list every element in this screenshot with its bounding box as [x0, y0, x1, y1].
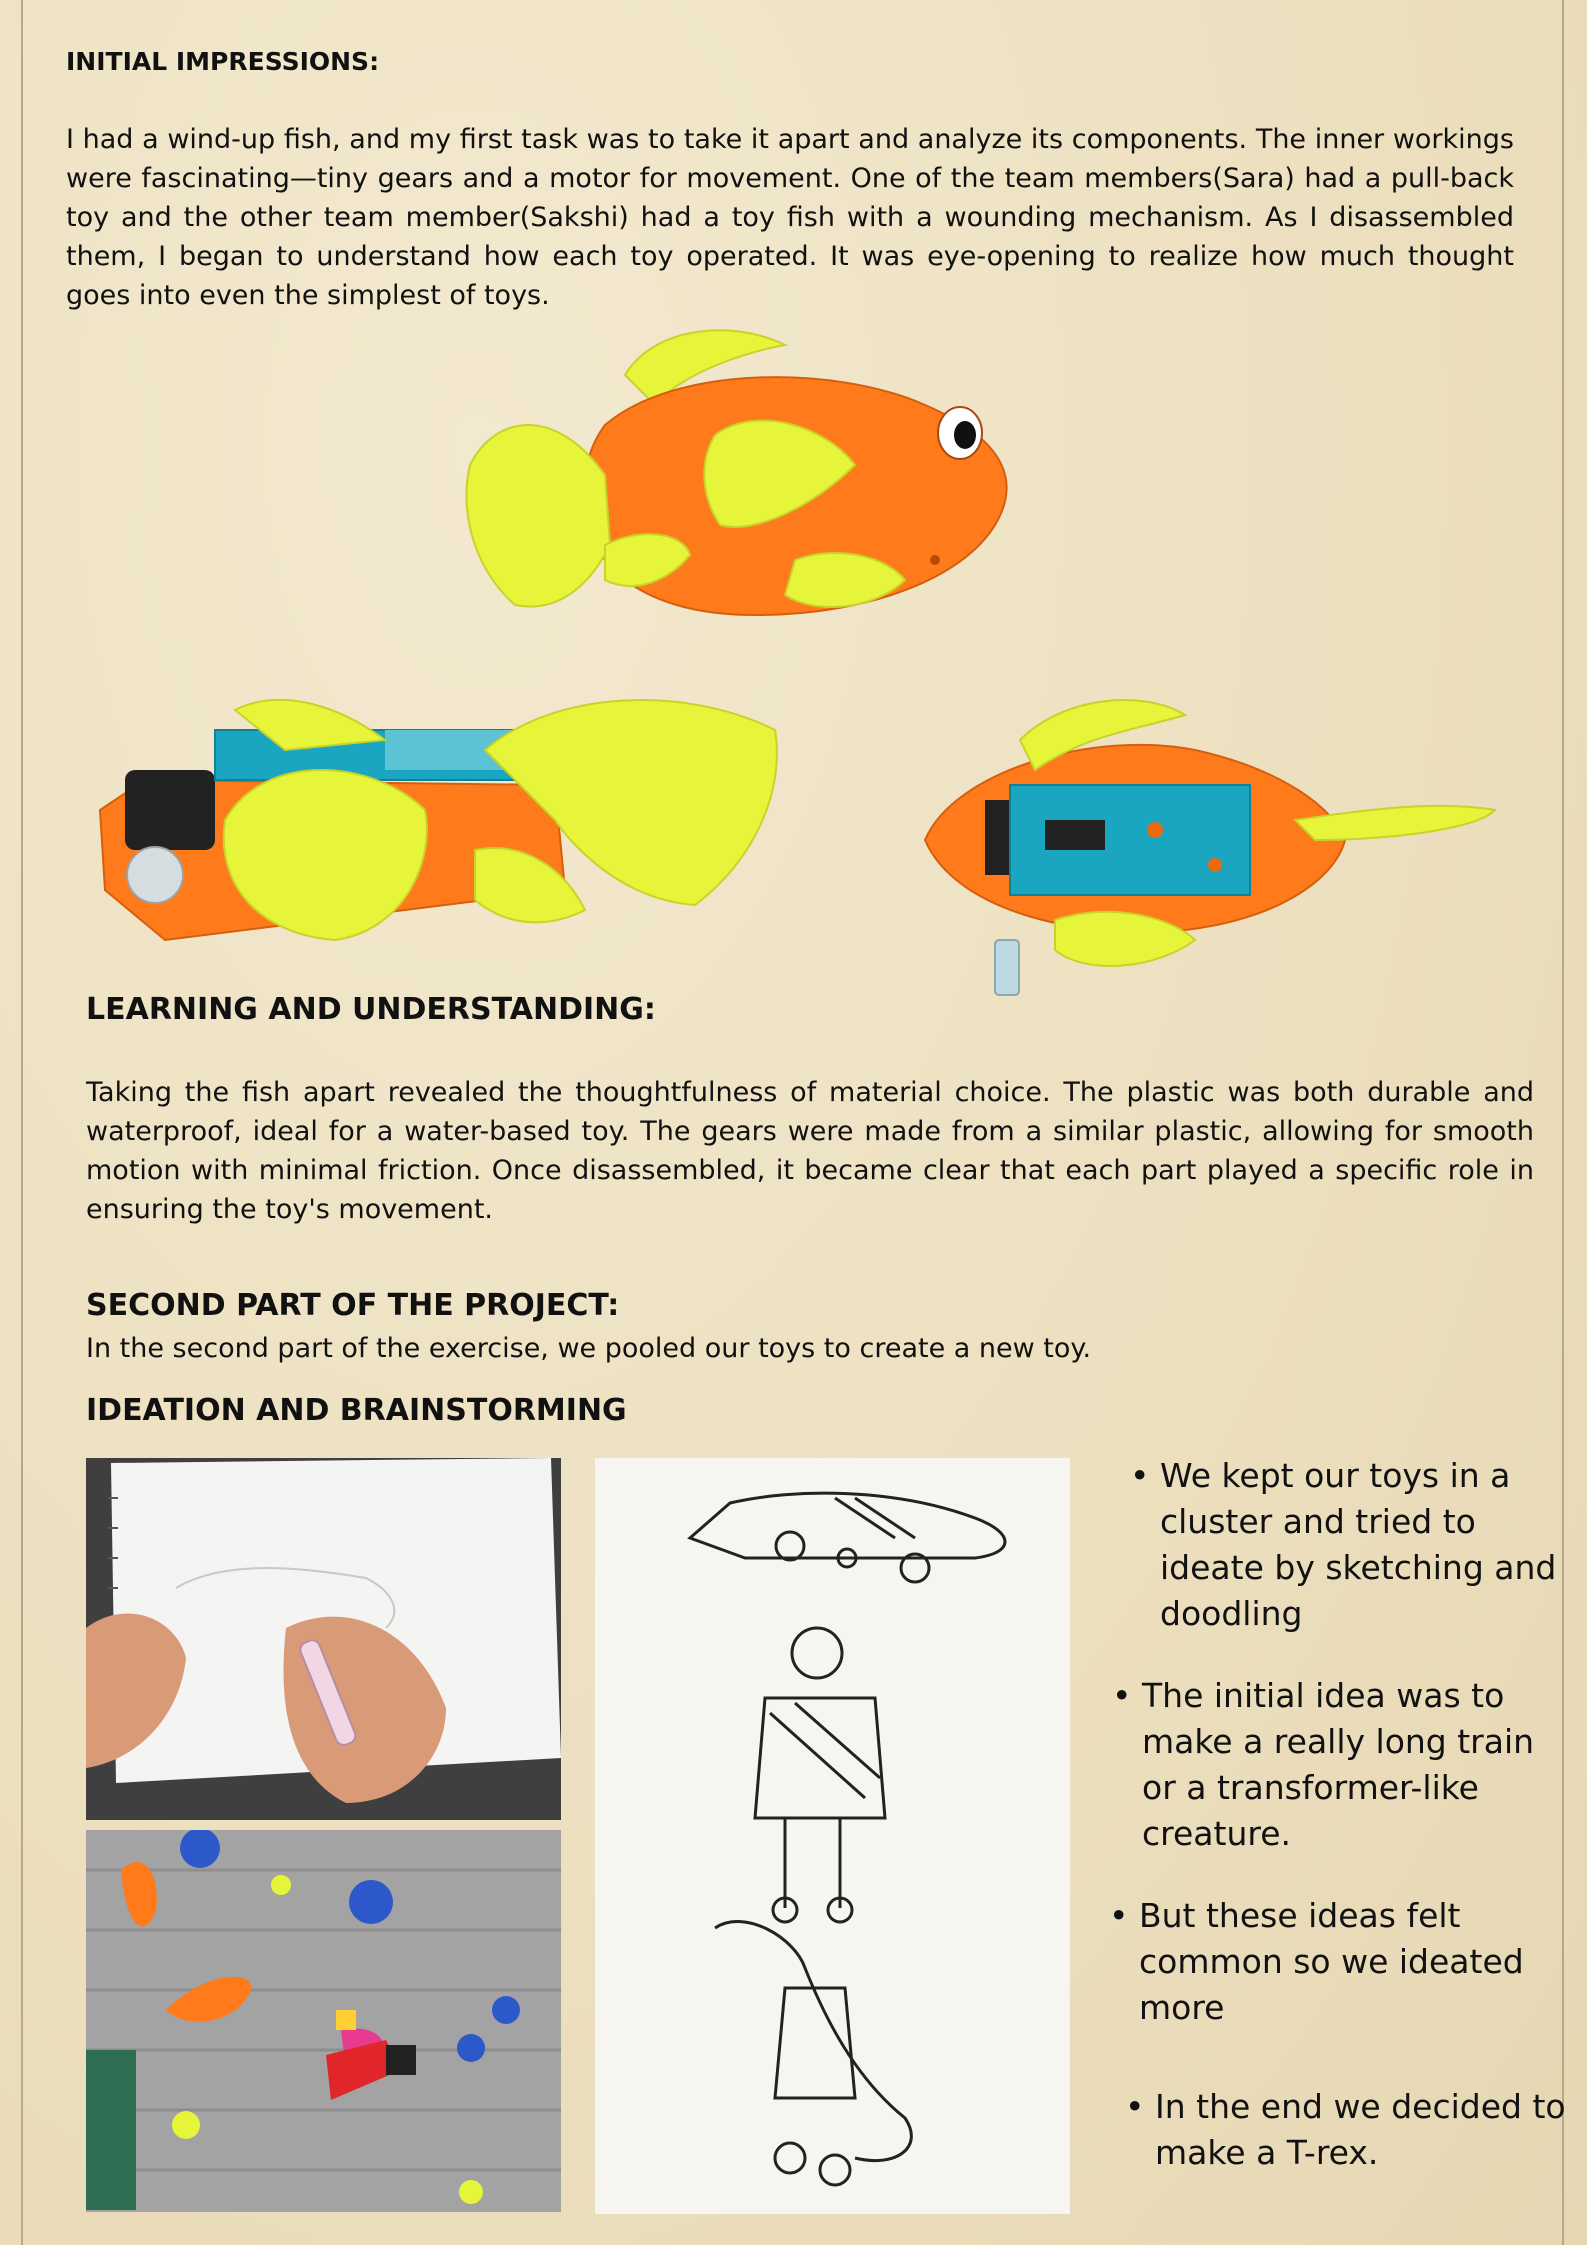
- page-border-left: [21, 0, 23, 2245]
- ideation-heading: IDEATION AND BRAINSTORMING: [86, 1393, 627, 1428]
- second-part-text: In the second part of the exercise, we pooled our toys to create a new toy.: [86, 1333, 1092, 1364]
- initial-impressions-text: I had a wind-up fish, and my first task was to take it apart and analyze its components. The inner workings were fascinating—tiny gears and a motor for movement. One of the team members(Sara) had a pull-back toy and the other team member(Sakshi) had a toy fish with a wounding mechanism. As I disassembled them, I began to understand how each toy operated. It was eye-opening to realize how much thought goes into even the simplest of toys.: [66, 124, 1514, 311]
- initial-impressions-heading: INITIAL IMPRESSIONS:: [66, 47, 380, 76]
- ideation-bullet-2: • The initial idea was to make a really long train or a transformer-like creature.: [1112, 1673, 1562, 1857]
- fish-toy-photo: [455, 315, 1055, 645]
- ideation-bullet-1: • We kept our toys in a cluster and tried to ideate by sketching and doodling: [1130, 1453, 1560, 1637]
- disassembled-fish-top-photo: [915, 690, 1505, 1000]
- sketching-photo: [86, 1458, 561, 1820]
- doodle-sketches: [595, 1458, 1070, 2214]
- disassembled-fish-side-photo: [85, 690, 785, 950]
- learning-text: Taking the fish apart revealed the thoughtfulness of material choice. The plastic was both durable and waterproof, ideal for a water-based toy. The gears were made from a similar plastic, allowing for smooth motion with minimal friction. Once disassembled, it became clear that each part played a specific role in ensuring the toy's movement.: [86, 1077, 1534, 1225]
- learning-heading: LEARNING AND UNDERSTANDING:: [86, 992, 656, 1027]
- second-part-heading: SECOND PART OF THE PROJECT:: [86, 1288, 620, 1323]
- ideation-bullet-4: • In the end we decided to make a T-rex.: [1125, 2084, 1575, 2176]
- toys-cluster-photo: [86, 1830, 561, 2212]
- page-border-right: [1562, 0, 1564, 2245]
- ideation-bullet-3: • But these ideas felt common so we ideated more: [1109, 1893, 1539, 2031]
